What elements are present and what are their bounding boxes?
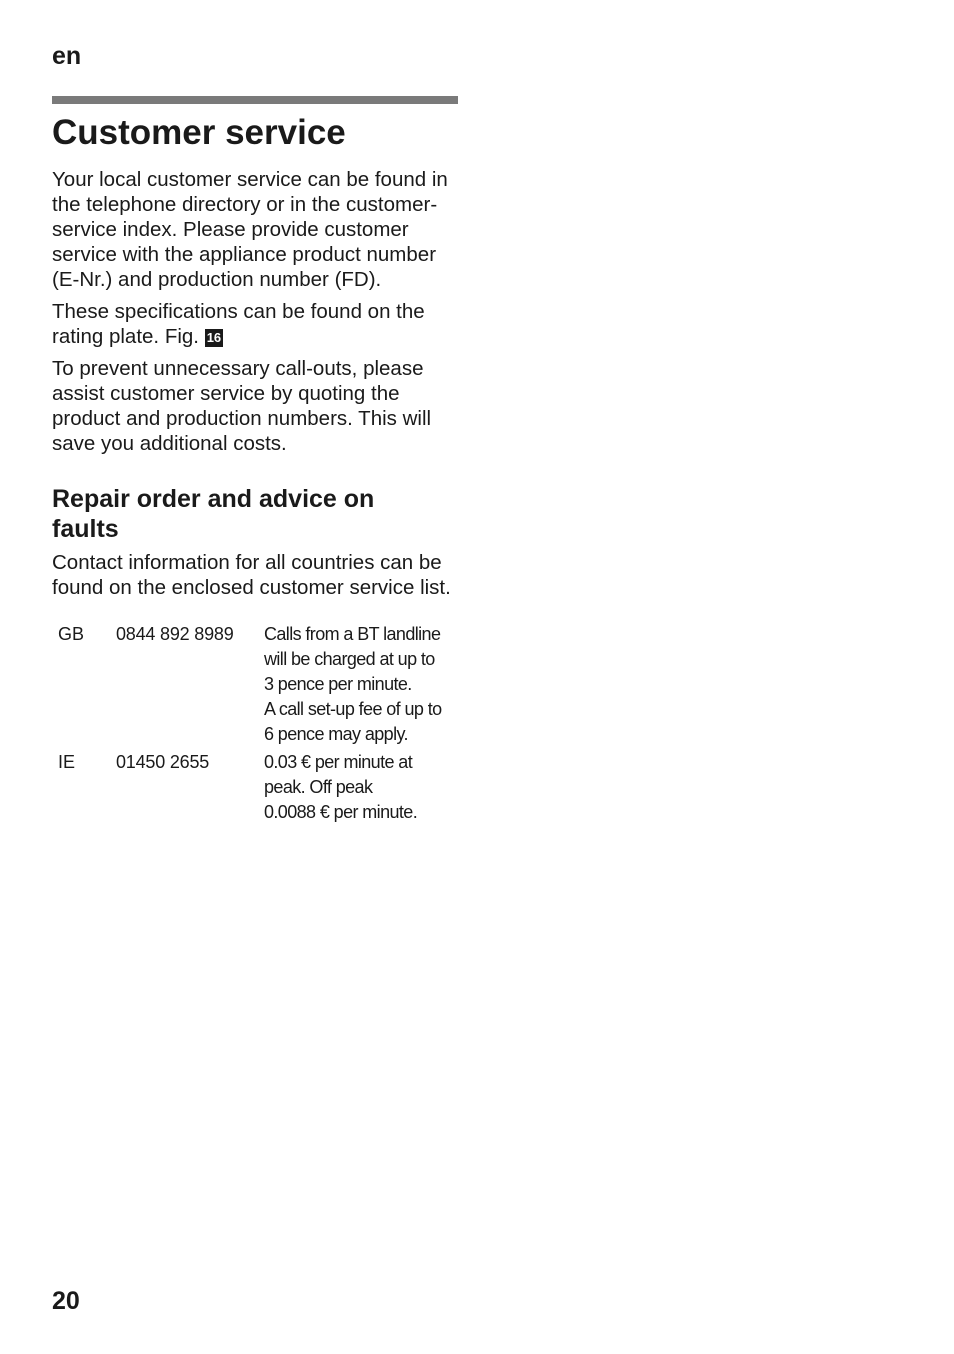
callout-paragraph: To prevent unnecessary call-outs, please assist customer service by quoting the product and production numbers. This will save you additional costs.	[52, 357, 432, 455]
main-content	[52, 167, 458, 828]
repair-heading: Repair order and advice on faults	[52, 485, 375, 543]
phone-number: 01450 2655	[116, 752, 210, 772]
page-title: Customer service	[52, 113, 346, 152]
note-line: peak. Off peak	[264, 777, 373, 797]
contact-paragraph: Contact information for all countries can be found on the enclosed customer service list.	[52, 551, 451, 599]
country-code: GB	[58, 624, 85, 644]
note-line: will be charged at up to	[264, 649, 435, 669]
call-cost-note	[264, 750, 458, 825]
phone-number: 0844 892 8989	[116, 624, 234, 644]
call-cost-note	[264, 622, 458, 747]
note-line: A call set-up fee of up to	[264, 699, 442, 719]
note-line: Calls from a BT landline	[264, 624, 441, 644]
note-line: 0.03 € per minute at	[264, 752, 413, 772]
note-line: 3 pence per minute.	[264, 674, 412, 694]
table-row	[52, 622, 458, 747]
rating-plate-text: These specifications can be found on the rating plate. Fig.	[52, 300, 425, 348]
page-number: 20	[52, 1287, 80, 1315]
table-row	[52, 750, 458, 825]
figure-reference-icon: 16	[206, 330, 222, 345]
section-divider	[52, 96, 458, 104]
language-code: en	[52, 42, 82, 70]
service-contact-table	[52, 622, 458, 825]
rating-plate-paragraph	[52, 299, 458, 349]
country-code: IE	[58, 752, 76, 772]
intro-paragraph: Your local customer service can be found in the telephone directory or in the customer-service index. Please provide customer service with the appliance product number (E-Nr.) and production number (FD).	[52, 168, 448, 291]
note-line: 6 pence may apply.	[264, 724, 408, 744]
note-line: 0.0088 € per minute.	[264, 802, 418, 822]
